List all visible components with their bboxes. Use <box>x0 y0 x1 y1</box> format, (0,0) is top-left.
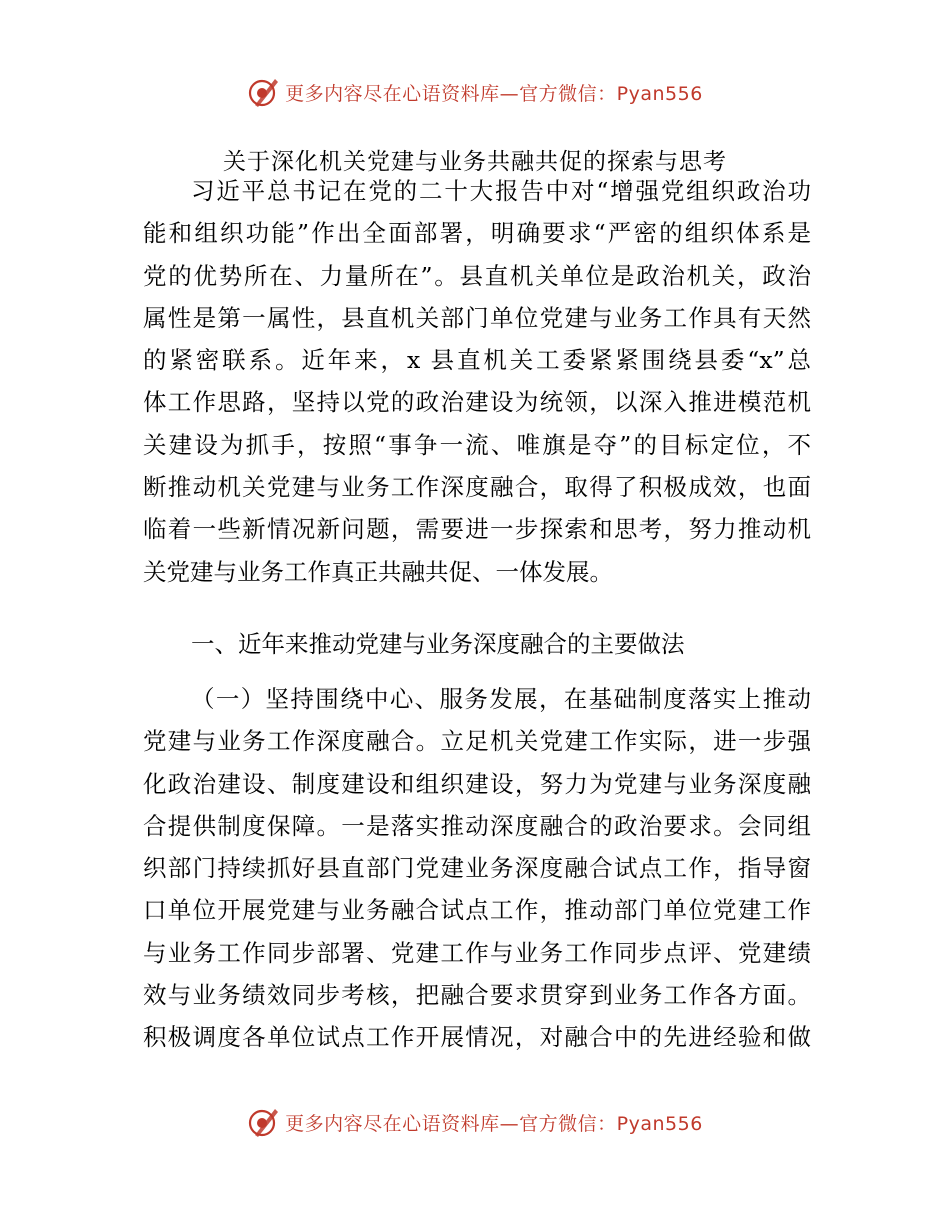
intro-line: 关建设为抓手，按照“事争一流、唯旗是夺”的目标定位，不 <box>143 430 811 459</box>
intro-line: 党的优势所在、力量所在”。县直机关单位是政治机关，政治 <box>143 261 811 290</box>
intro-paragraph <box>143 170 811 593</box>
section-line: 效与业务绩效同步考核，把融合要求贯穿到业务工作各方面。 <box>143 981 811 1010</box>
header-banner-text: 更多内容尽在心语资料库—官方微信：Pyan556 <box>285 82 703 105</box>
pen-seal-logo-icon <box>247 75 281 109</box>
intro-line: 临着一些新情况新问题，需要进一步探索和思考，努力推动机 <box>143 515 811 544</box>
intro-line: 的紧密联系。近年来，x 县直机关工委紧紧围绕县委“x”总 <box>143 346 811 375</box>
intro-line: 习近平总书记在党的二十大报告中对“增强党组织政治功 <box>191 177 811 205</box>
section-line: 合提供制度保障。一是落实推动深度融合的政治要求。会同组 <box>143 811 811 840</box>
section-line: 织部门持续抓好县直部门党建业务深度融合试点工作，指导窗 <box>143 854 811 883</box>
intro-line: 体工作思路，坚持以党的政治建设为统领，以深入推进模范机 <box>143 388 811 417</box>
section-heading-block <box>143 623 811 665</box>
intro-line: 断推动机关党建与业务工作深度融合，取得了积极成效，也面 <box>143 473 811 502</box>
intro-line: 能和组织功能”作出全面部署，明确要求“严密的组织体系是 <box>143 219 811 248</box>
section-line: （一）坚持围绕中心、服务发展，在基础制度落实上推动 <box>191 685 811 713</box>
section-paragraph <box>143 678 811 1059</box>
intro-line: 关党建与业务工作真正共融共促、一体发展。 <box>143 557 613 586</box>
section-heading: 一、近年来推动党建与业务深度融合的主要做法 <box>191 630 685 658</box>
footer-banner <box>0 1102 950 1142</box>
footer-banner-text: 更多内容尽在心语资料库—官方微信：Pyan556 <box>285 1112 703 1135</box>
header-banner <box>0 72 950 112</box>
section-line: 口单位开展党建与业务融合试点工作，推动部门单位党建工作 <box>143 896 811 925</box>
section-line: 与业务工作同步部署、党建工作与业务工作同步点评、党建绩 <box>143 938 811 967</box>
section-line: 化政治建设、制度建设和组织建设，努力为党建与业务深度融 <box>143 769 811 798</box>
pen-seal-logo-icon <box>247 1105 281 1139</box>
section-line: 党建与业务工作深度融合。立足机关党建工作实际，进一步强 <box>143 727 811 756</box>
section-line: 积极调度各单位试点工作开展情况，对融合中的先进经验和做 <box>143 1023 811 1052</box>
intro-line: 属性是第一属性，县直机关部门单位党建与业务工作具有天然 <box>143 303 811 332</box>
document-title: 关于深化机关党建与业务共融共促的探索与思考 <box>223 149 727 175</box>
